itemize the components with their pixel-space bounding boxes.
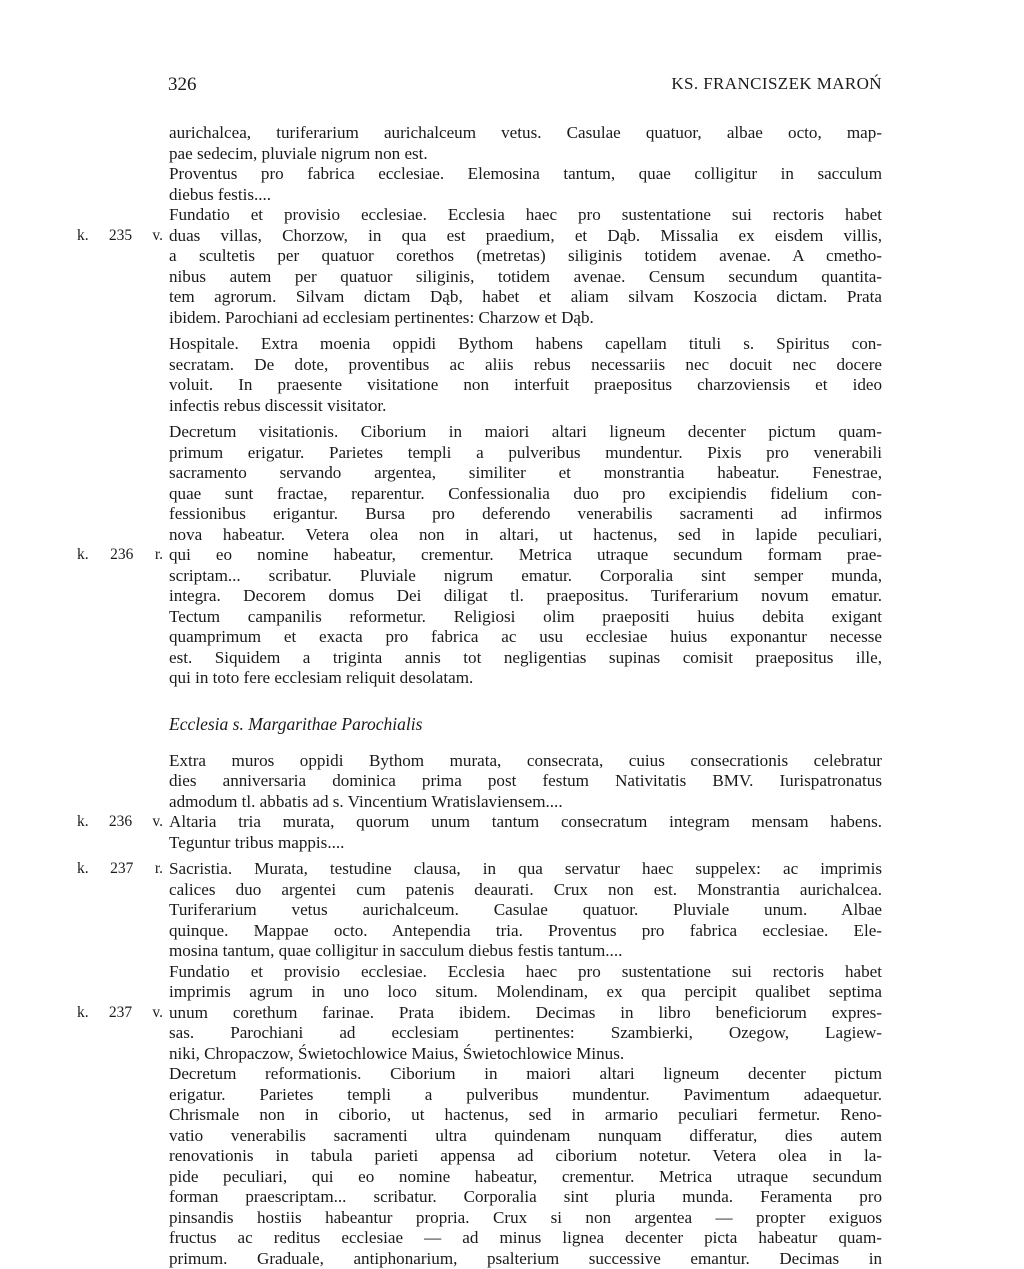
text-line: Chrismale non in ciborio, ut hactenus, sed in armario peculiari fermetur. Reno- [169,1105,882,1126]
text-line: primum erigatur. Parietes templi a pulveribus mundentur. Pixis pro venerabili [169,443,882,464]
text-line: ibidem. Parochiani ad ecclesiam pertinentes: Charzow et Dąb. [169,308,882,329]
text-line: forman praescriptam... scribatur. Corporalia sint pluria munda. Feramenta pro [169,1187,882,1208]
text-line-content: duas villas, Chorzow, in qua est praedium, et Dąb. Missalia ex eisdem villis, [169,226,882,245]
text-line: admodum tl. abbatis ad s. Vincentium Wratislaviensem.... [169,792,882,813]
text-line: fructus ac reditus ecclesiae — ad minus lignea decenter picta habeatur quam- [169,1228,882,1249]
text-line: integra. Decorem domus Dei diligat tl. praepositus. Turiferarium novum ematur. [169,586,882,607]
text-line: Extra muros oppidi Bythom murata, consecrata, cuius consecrationis celebratur [169,751,882,772]
text-line: dies anniversaria dominica prima post festum Nativitatis BMV. Iurispatronatus [169,771,882,792]
text-line: tem agrorum. Silvam dictam Dąb, habet et aliam silvam Koszocia dictam. Prata [169,287,882,308]
text-line: calices duo argentei cum patenis deaurati. Crux non est. Monstrantia aurichalcea. [169,880,882,901]
text-line-content: Altaria tria murata, quorum unum tantum consecratum integram mensam habens. [169,812,882,831]
margin-note: k. 237 v. [77,1003,163,1024]
text-line: scriptam... scribatur. Pluviale nigrum ematur. Corporalia sint semper munda, [169,566,882,587]
text-line-content: qui eo nomine habeatur, crementur. Metrica utraque secundum formam prae- [169,545,882,564]
text-line: sas. Parochiani ad ecclesiam pertinentes: Szambierki, Ozegow, Lagiew- [169,1023,882,1044]
text-line: qui in toto fere ecclesiam reliquit desolatam. [169,668,882,689]
text-line: Decretum visitationis. Ciborium in maiori altari ligneum decenter pictum quam- [169,422,882,443]
section-gap [169,689,882,713]
text-line [169,1003,882,1024]
text-line: pinsandis hostiis habeantur propria. Crux si non argentea — propter exiguos [169,1208,882,1229]
body-text [169,123,882,1269]
page-number: 326 [168,74,197,96]
text-line [169,226,882,247]
text-line: renovationis in tabula parieti appensa ad ciborium notetur. Vetera olea in la- [169,1146,882,1167]
text-line: pide peculiari, qui eo nomine habeatur, crementur. Metrica utraque secundum [169,1167,882,1188]
text-line: niki, Chropaczow, Świetochlowice Maius, Świetochlowice Minus. [169,1044,882,1065]
text-line: diebus festis.... [169,185,882,206]
text-line: Fundatio et provisio ecclesiae. Ecclesia haec pro sustentatione sui rectoris habet [169,962,882,983]
text-line: mosina tantum, quae colligitur in sacculum diebus festis tantum.... [169,941,882,962]
margin-note: k. 236 v. [77,812,163,833]
text-line: a scultetis per quatuor corethos (metretas) siliginis totidem avenae. A cmetho- [169,246,882,267]
margin-note: k. 237 r. [77,859,163,880]
text-line: erigatur. Parietes templi a pulveribus mundentur. Pavimentum adaequetur. [169,1085,882,1106]
text-line: nibus autem per quatuor siliginis, totidem avenae. Censum secundum quantita- [169,267,882,288]
text-line: pae sedecim, pluviale nigrum non est. [169,144,882,165]
text-line: imprimis agrum in uno loco situm. Molendinam, ex qua percipit qualibet septima [169,982,882,1003]
text-line: Turiferarium vetus aurichalceum. Casulae quatuor. Pluviale unum. Albae [169,900,882,921]
text-line: primum. Graduale, antiphonarium, psalterium successive emantur. Decimas in [169,1249,882,1269]
page-header [168,74,882,100]
text-line: infectis rebus discessit visitator. [169,396,882,417]
text-line: Teguntur tribus mappis.... [169,833,882,854]
section-heading: Ecclesia s. Margarithae Parochialis [169,713,882,735]
text-line: quinque. Mappae octo. Antependia tria. Proventus pro fabrica ecclesiae. Ele- [169,921,882,942]
text-line: Fundatio et provisio ecclesiae. Ecclesia haec pro sustentatione sui rectoris habet [169,205,882,226]
section-gap [169,735,882,751]
text-line: vatio venerabilis sacramenti ultra quindenam nunquam differatur, dies autem [169,1126,882,1147]
text-line: Hospitale. Extra moenia oppidi Bythom habens capellam tituli s. Spiritus con- [169,334,882,355]
text-line-content: Sacristia. Murata, testudine clausa, in qua servatur haec suppelex: ac imprimis [169,859,882,878]
text-line: voluit. In praesente visitatione non interfuit praepositus charzoviensis et ideo [169,375,882,396]
margin-note: k. 235 v. [77,226,163,247]
text-line: aurichalcea, turiferarium aurichalceum vetus. Casulae quatuor, albae octo, map- [169,123,882,144]
text-line: Decretum reformationis. Ciborium in maiori altari ligneum decenter pictum [169,1064,882,1085]
text-line [169,812,882,833]
text-line: secratam. De dote, proventibus ac aliis rebus necessariis nec docuit nec docere [169,355,882,376]
running-head: KS. FRANCISZEK MAROŃ [671,74,882,94]
text-line-content: unum corethum farinae. Prata ibidem. Decimas in libro beneficiorum expres- [169,1003,882,1022]
text-line [169,859,882,880]
margin-note: k. 236 r. [77,545,163,566]
text-line: sacramento servando argentea, similiter et monstrantia habeatur. Fenestrae, [169,463,882,484]
text-line: Tectum campanilis reformetur. Religiosi olim praepositi huius debita exigant [169,607,882,628]
text-line [169,545,882,566]
text-line: nova habeatur. Vetera olea non in altari, ut hactenus, sed in lapide peculiari, [169,525,882,546]
text-line: quamprimum et exacta pro fabrica ac usu ecclesiae huius exponantur necesse [169,627,882,648]
text-line: Proventus pro fabrica ecclesiae. Elemosina tantum, quae colligitur in sacculum [169,164,882,185]
text-line: fessionibus erigantur. Bursa pro deferendo venerabilis sacramenti ad infirmos [169,504,882,525]
text-line: quae sunt fractae, reparentur. Confessionalia duo pro excipiendis fidelium con- [169,484,882,505]
text-line: est. Siquidem a triginta annis tot negligentias supinas comisit praepositus ille, [169,648,882,669]
